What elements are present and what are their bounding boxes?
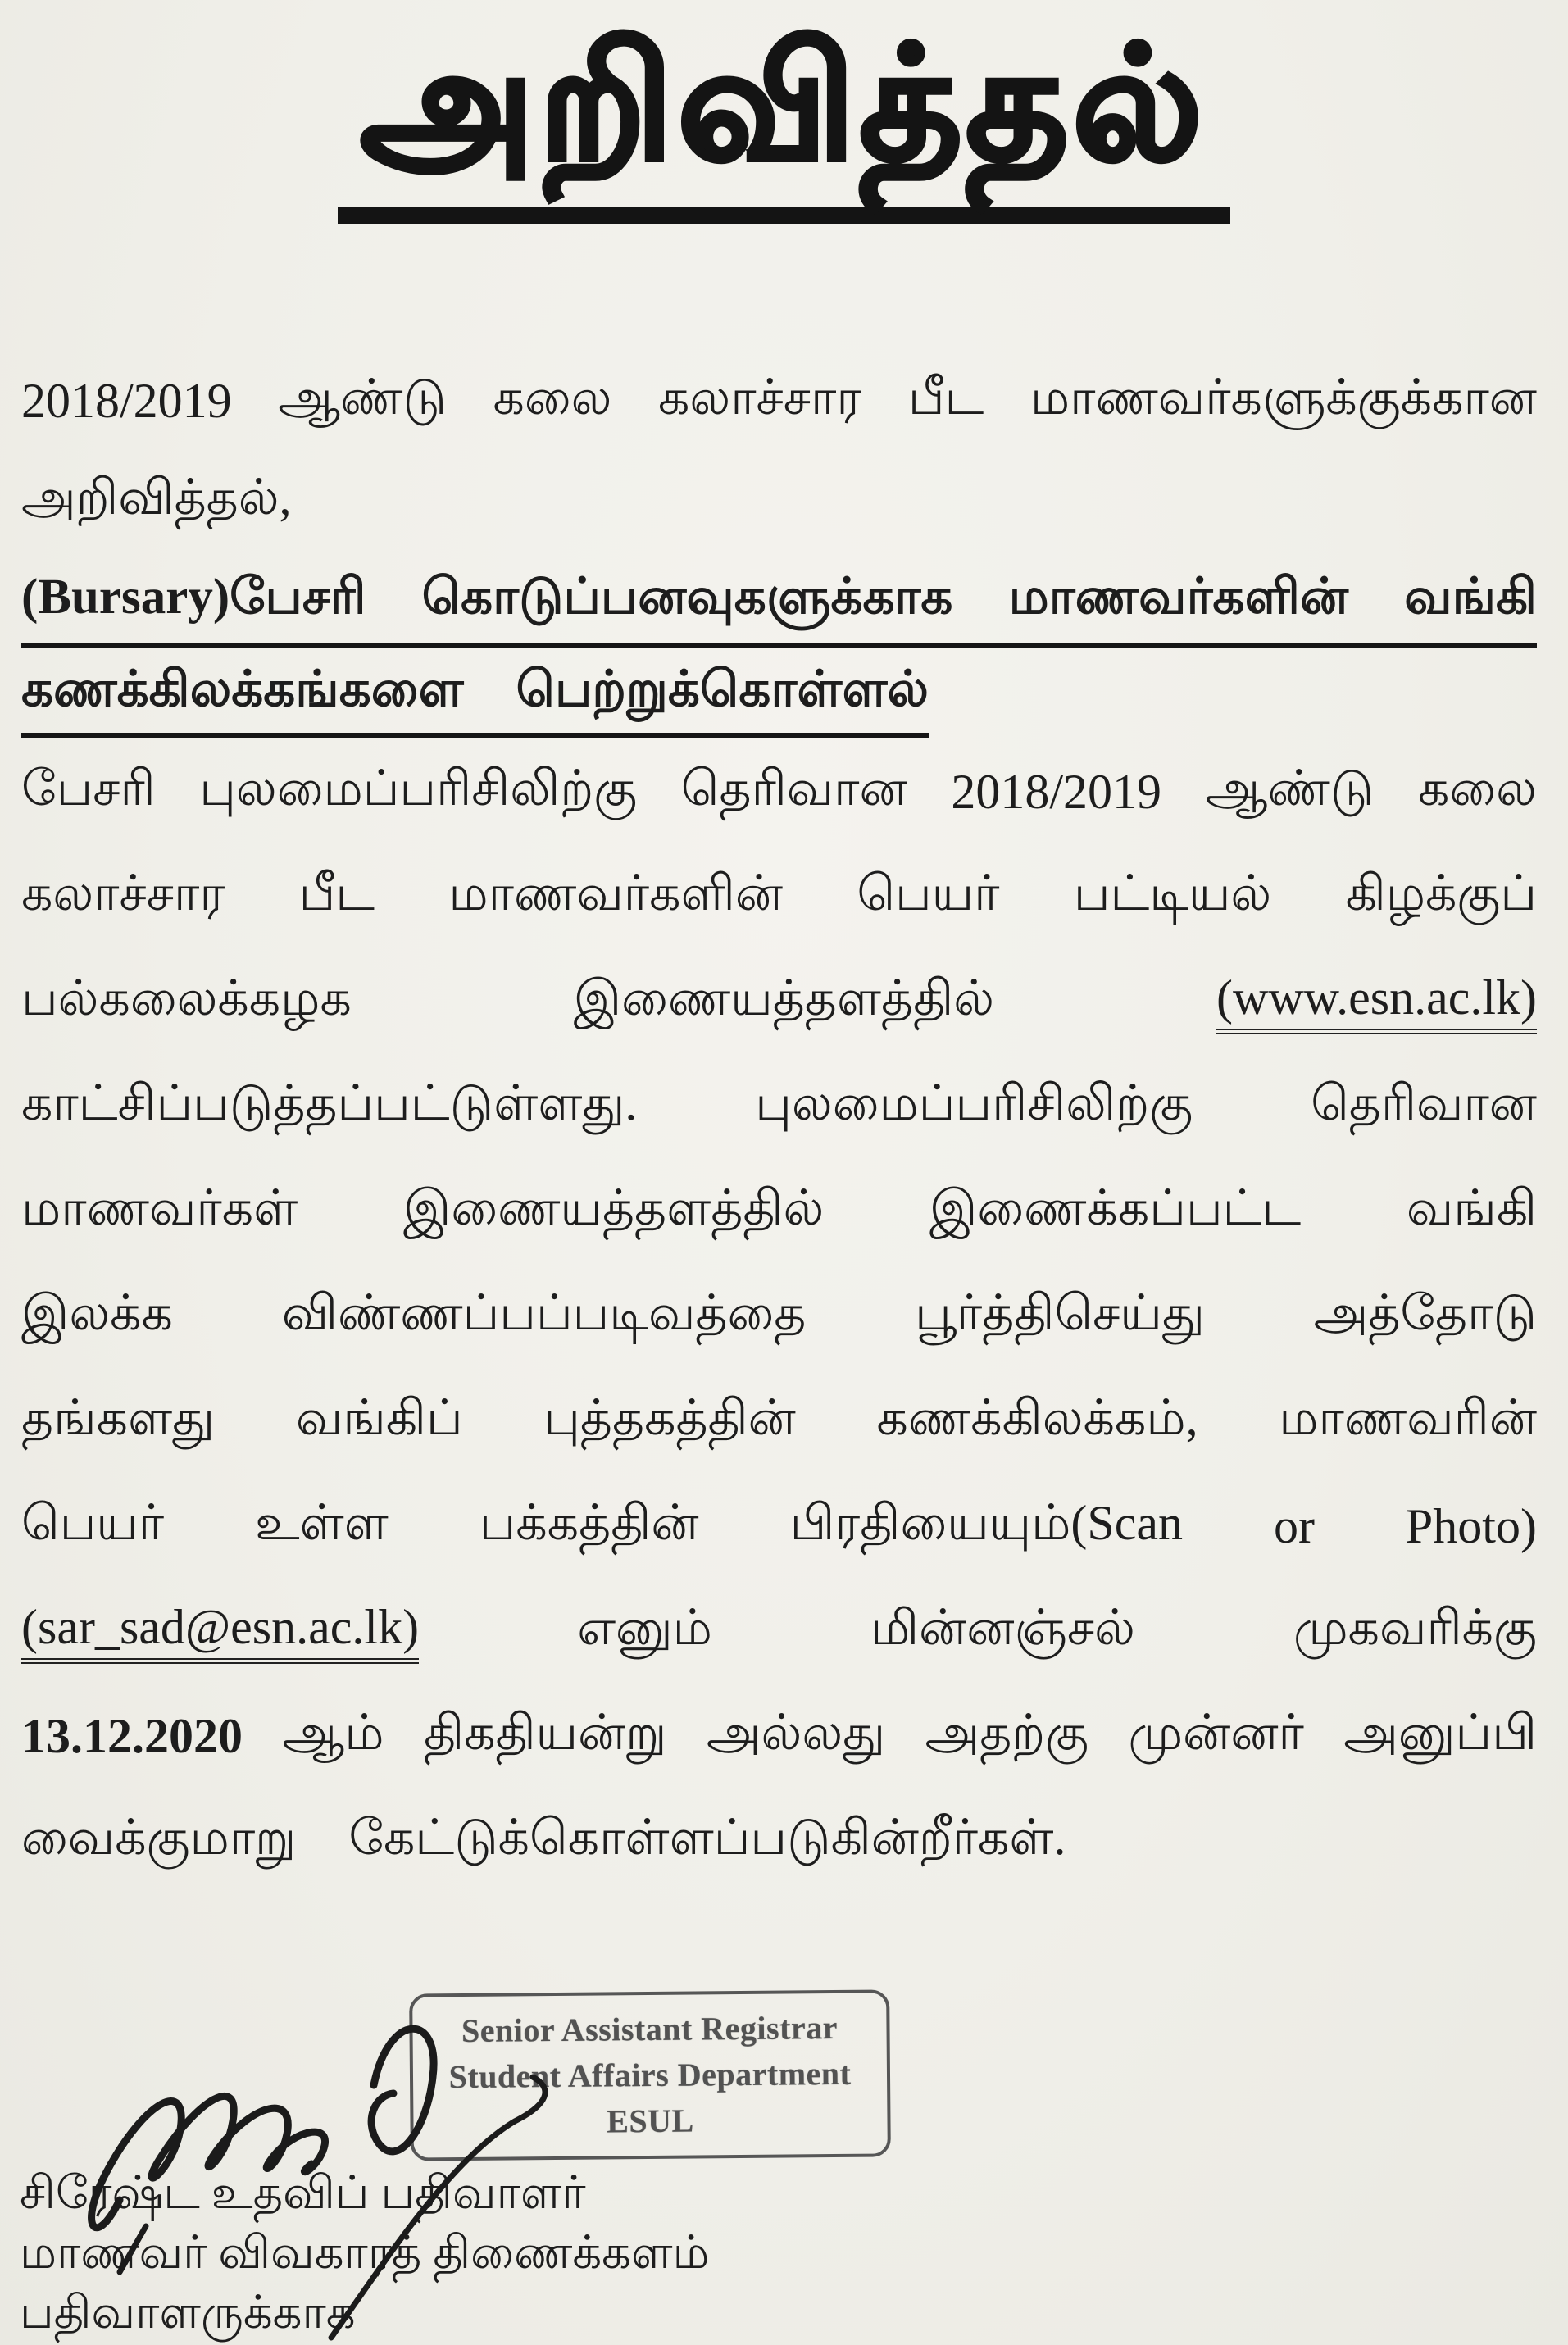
body-line-1 — [21, 739, 1537, 844]
word-chunk: பெயர் — [857, 866, 1000, 920]
word-chunk: கேட்டுக்கொள்ளப்படுகின்றீர்கள். — [348, 1810, 1066, 1865]
body-line-9 — [21, 1579, 1537, 1684]
body-line-10 — [21, 1684, 1537, 1788]
word-chunk: மாணவர்கள் — [21, 1180, 298, 1235]
body-line-4 — [21, 1054, 1537, 1159]
word-chunk: தெரிவான — [1311, 1075, 1537, 1130]
word-chunk: கலை — [493, 370, 612, 425]
word-chunk: அனுப்பி — [1343, 1705, 1537, 1760]
word-chunk: மாணவர்களுக்குக்கான — [1029, 370, 1537, 425]
body-paragraph — [21, 739, 1537, 1893]
word-chunk: உள்ள — [255, 1495, 389, 1550]
word-chunk: கணக்கிலக்கங்களை — [21, 662, 464, 717]
word-chunk: கலாச்சார — [658, 370, 862, 425]
word-chunk: கலை — [1417, 761, 1537, 816]
intro-line-2-text: அறிவித்தல், — [21, 470, 292, 525]
word-chunk: Photo) — [1405, 1498, 1537, 1553]
word-chunk: புத்தகத்தின் — [543, 1390, 796, 1445]
intro-line-2 — [21, 451, 1537, 551]
word-chunk: இணையத்தளத்தில் — [573, 970, 995, 1025]
body-line-5 — [21, 1159, 1537, 1264]
word-chunk: கொடுப்பனவுகளுக்காக — [421, 570, 953, 625]
footer-designation: சிரேஷ்ட உதவிப் பதிவாளர் — [20, 2168, 586, 2219]
word-chunk: இலக்க — [21, 1285, 173, 1340]
word-chunk: திகதியன்று — [423, 1705, 667, 1760]
word-chunk: மின்னஞ்சல் — [870, 1600, 1135, 1655]
word-chunk: தங்களது — [21, 1390, 216, 1445]
deadline-date-text: 13.12.2020 — [21, 1708, 243, 1763]
word-chunk: பேசரி — [21, 761, 156, 816]
word-chunk: பக்கத்தின் — [479, 1495, 699, 1550]
intro-paragraph — [21, 351, 1537, 551]
signature-area — [0, 1966, 1568, 2345]
handwritten-signature — [23, 1980, 597, 2341]
website-url-text: (www.esn.ac.lk) — [1216, 970, 1537, 1034]
word-chunk: பூர்த்திசெய்து — [915, 1285, 1205, 1340]
word-chunk: வைக்குமாறு — [21, 1810, 297, 1865]
email-address-text: (sar_sad@esn.ac.lk) — [21, 1599, 419, 1664]
word-chunk: கலாச்சார — [21, 866, 225, 920]
word-chunk: பட்டியல் — [1073, 866, 1272, 920]
word-chunk: பீட — [298, 866, 375, 920]
word-chunk: மாணவரின் — [1279, 1390, 1537, 1445]
word-chunk: மாணவர்களின் — [448, 866, 784, 920]
body-line-8 — [21, 1474, 1537, 1579]
bursary-heading — [21, 569, 1537, 738]
word-chunk: பெற்றுக்கொள்ளல் — [516, 662, 929, 717]
word-chunk: 2018/2019 — [21, 373, 232, 428]
word-chunk: வங்கி — [1406, 1180, 1537, 1235]
word-chunk: (Bursary)பேசரி — [21, 570, 366, 625]
body-line-11 — [21, 1788, 1537, 1893]
word-chunk: or — [1273, 1498, 1315, 1553]
word-chunk: விண்ணப்பப்படிவத்தை — [281, 1285, 807, 1340]
word-chunk: ஆண்டு — [278, 370, 447, 425]
word-chunk: புலமைப்பரிசிலிற்கு — [755, 1075, 1193, 1130]
title-block — [0, 7, 1568, 224]
word-chunk: கணக்கிலக்கம், — [876, 1390, 1198, 1445]
body-line-3 — [21, 949, 1537, 1054]
word-chunk: அதற்கு — [925, 1705, 1089, 1760]
stamp-line-department: Student Affairs Department — [448, 2054, 852, 2096]
word-chunk: வங்கிப் — [295, 1390, 463, 1445]
word-chunk: பிரதியையும்(Scan — [789, 1495, 1184, 1550]
word-chunk: 2018/2019 — [951, 764, 1161, 819]
word-chunk: எனும் — [577, 1600, 712, 1655]
notice-title: அறிவித்தல் — [338, 7, 1229, 224]
footer-for-registrar: பதிவாளருக்காக — [20, 2288, 356, 2338]
word-chunk: முன்னர் — [1128, 1705, 1304, 1760]
body-line-2 — [21, 844, 1537, 949]
word-chunk: பெயர் — [21, 1495, 165, 1550]
stamp-line-designation: Senior Assistant Registrar — [461, 2009, 839, 2050]
word-chunk: ஆம் — [282, 1705, 384, 1760]
word-chunk: புலமைப்பரிசிலிற்கு — [199, 761, 638, 816]
intro-line-1 — [21, 351, 1537, 451]
word-chunk: அத்தோடு — [1313, 1285, 1537, 1340]
word-chunk: வங்கி — [1404, 570, 1537, 625]
stamp-line-institution: ESUL — [607, 2102, 694, 2140]
word-chunk: அல்லது — [706, 1705, 886, 1760]
word-chunk: மாணவர்களின் — [1008, 570, 1349, 625]
body-line-6 — [21, 1264, 1537, 1369]
word-chunk: தெரிவான — [680, 761, 907, 816]
word-chunk: ஆண்டு — [1205, 761, 1375, 816]
heading-line-1 — [21, 569, 1537, 648]
heading-line-2 — [21, 661, 929, 738]
word-chunk: பல்கலைக்கழக — [21, 970, 352, 1025]
footer-department: மாணவர் விவகாரத் திணைக்களம் — [20, 2228, 710, 2279]
word-chunk: இணைக்கப்பட்ட — [929, 1180, 1302, 1235]
body-line-7 — [21, 1369, 1537, 1474]
word-chunk: இணையத்தளத்தில் — [403, 1180, 825, 1235]
word-chunk: முகவரிக்கு — [1293, 1600, 1537, 1655]
word-chunk: பீட — [907, 370, 984, 425]
word-chunk: காட்சிப்படுத்தப்பட்டுள்ளது. — [21, 1075, 638, 1130]
word-chunk: கிழக்குப் — [1345, 866, 1537, 920]
